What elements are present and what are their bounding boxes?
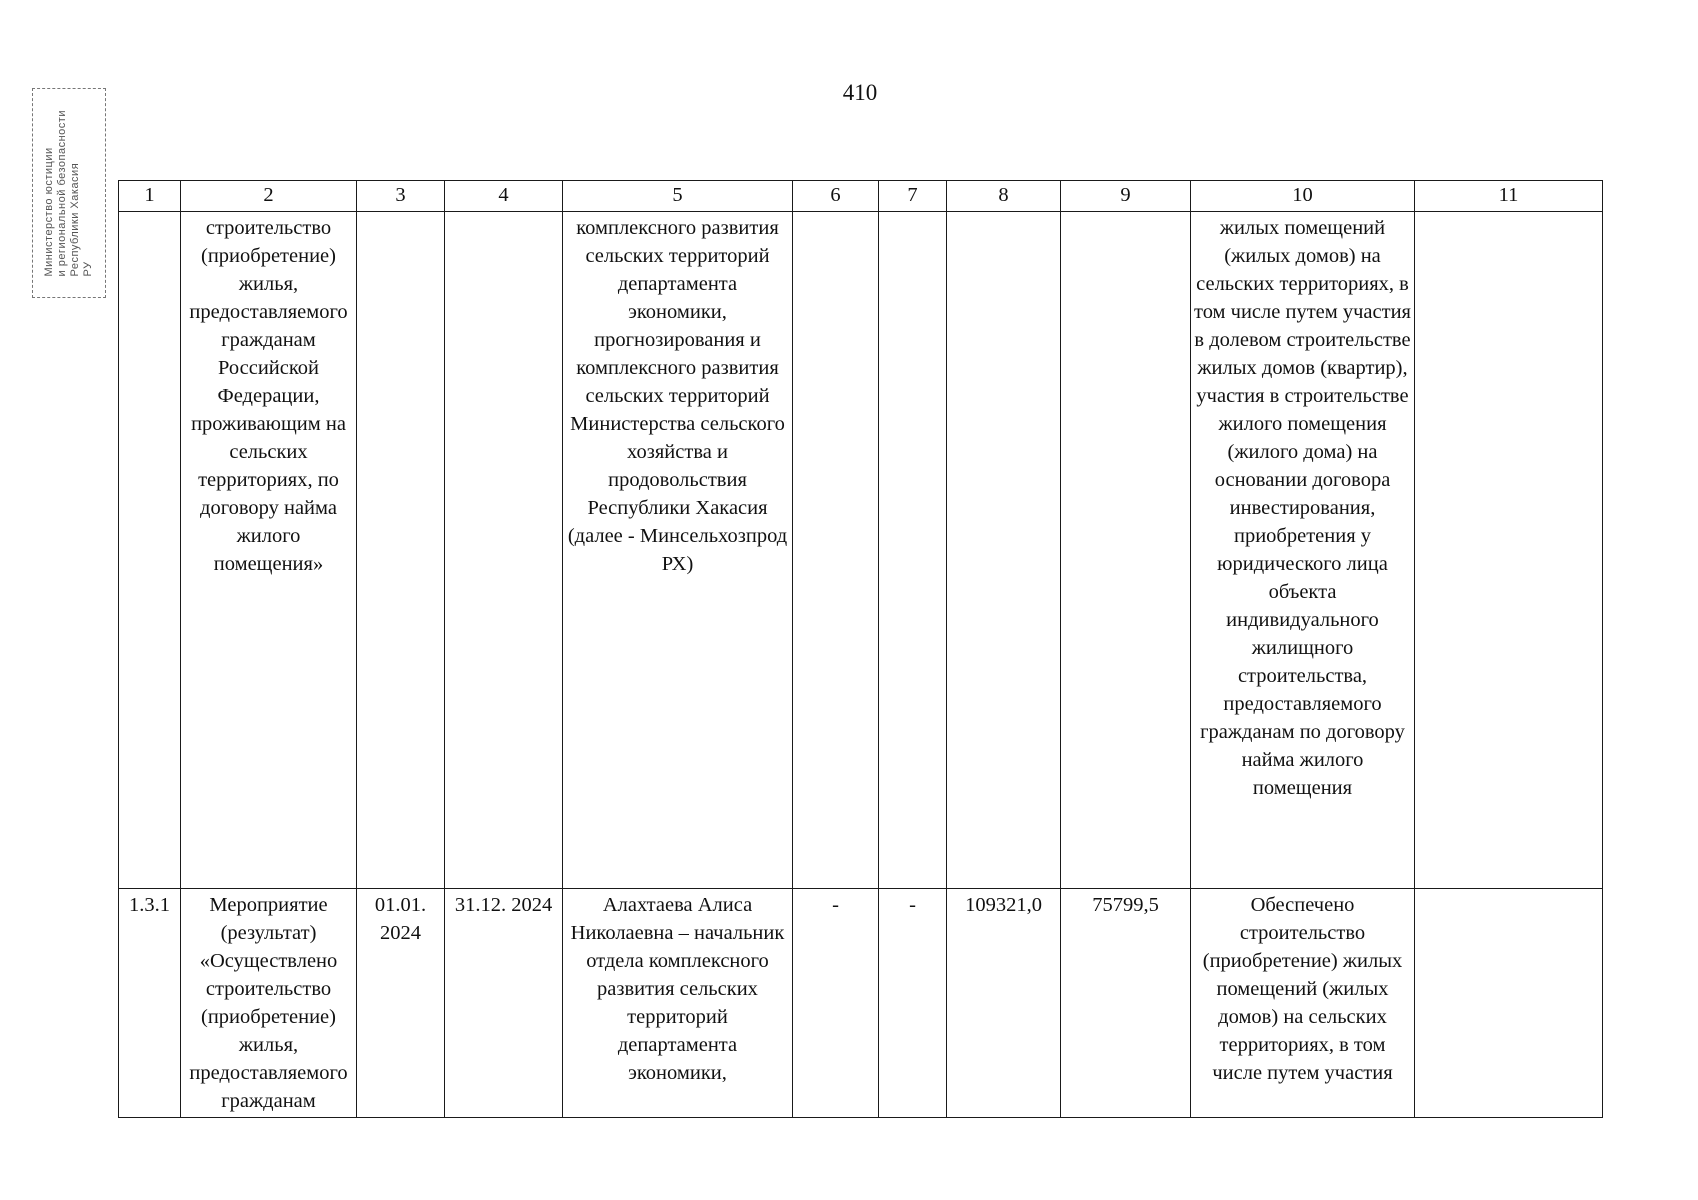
cell-number: 1.3.1 bbox=[119, 889, 181, 1118]
cell-col9: 75799,5 bbox=[1061, 889, 1191, 1118]
column-header: 3 bbox=[357, 181, 445, 212]
cell-result: жилых помещений (жилых домов) на сельских территориях, в том числе путем участия в долевом строительстве жилых домов (квартир), участия в строительстве жилого помещения (жилого дома) на основании договора инвестирования, приобретения у юридического лица объекта индивидуального жилищного строительства, предоставляемого гражданам по договору найма жилого помещения bbox=[1191, 212, 1415, 889]
registration-stamp bbox=[32, 88, 106, 298]
cell-start-date bbox=[357, 212, 445, 889]
table-header-row bbox=[119, 181, 1603, 212]
column-header: 4 bbox=[445, 181, 563, 212]
cell-col7 bbox=[879, 212, 947, 889]
cell-col9 bbox=[1061, 212, 1191, 889]
cell-col11 bbox=[1415, 212, 1603, 889]
cell-col11 bbox=[1415, 889, 1603, 1118]
column-header: 7 bbox=[879, 181, 947, 212]
cell-responsible: Алахтаева Алиса Николаевна – начальник отдела комплексного развития сельских территорий департамента экономики, bbox=[563, 889, 793, 1118]
column-header: 8 bbox=[947, 181, 1061, 212]
cell-col7: - bbox=[879, 889, 947, 1118]
cell-measure-name: строительство (приобретение) жилья, предоставляемого гражданам Российской Федерации, проживающим на сельских территориях, по договору найма жилого помещения» bbox=[181, 212, 357, 889]
table-row bbox=[119, 212, 1603, 889]
column-header: 10 bbox=[1191, 181, 1415, 212]
cell-end-date: 31.12. 2024 bbox=[445, 889, 563, 1118]
column-header: 1 bbox=[119, 181, 181, 212]
column-header: 9 bbox=[1061, 181, 1191, 212]
cell-measure-name: Мероприятие (результат) «Осуществлено строительство (приобретение) жилья, предоставляемого гражданам bbox=[181, 889, 357, 1118]
cell-start-date: 01.01. 2024 bbox=[357, 889, 445, 1118]
cell-number bbox=[119, 212, 181, 889]
cell-result: Обеспечено строительство (приобретение) жилых помещений (жилых домов) на сельских территориях, в том числе путем участия bbox=[1191, 889, 1415, 1118]
cell-responsible: комплексного развития сельских территорий департамента экономики, прогнозирования и комплексного развития сельских территорий Министерства сельского хозяйства и продовольствия Республики Хакасия (далее - Минсельхозпрод РХ) bbox=[563, 212, 793, 889]
page-number: 410 bbox=[842, 80, 878, 105]
measures-table bbox=[118, 180, 1603, 1118]
column-header: 11 bbox=[1415, 181, 1603, 212]
column-header: 5 bbox=[563, 181, 793, 212]
cell-end-date bbox=[445, 212, 563, 889]
column-header: 6 bbox=[793, 181, 879, 212]
cell-col6: - bbox=[793, 889, 879, 1118]
stamp-text: Министерство юстиции и региональной безопасности Республики Хакасия РУ bbox=[43, 109, 94, 277]
cell-col6 bbox=[793, 212, 879, 889]
column-header: 2 bbox=[181, 181, 357, 212]
table-row bbox=[119, 889, 1603, 1118]
cell-col8 bbox=[947, 212, 1061, 889]
cell-col8: 109321,0 bbox=[947, 889, 1061, 1118]
